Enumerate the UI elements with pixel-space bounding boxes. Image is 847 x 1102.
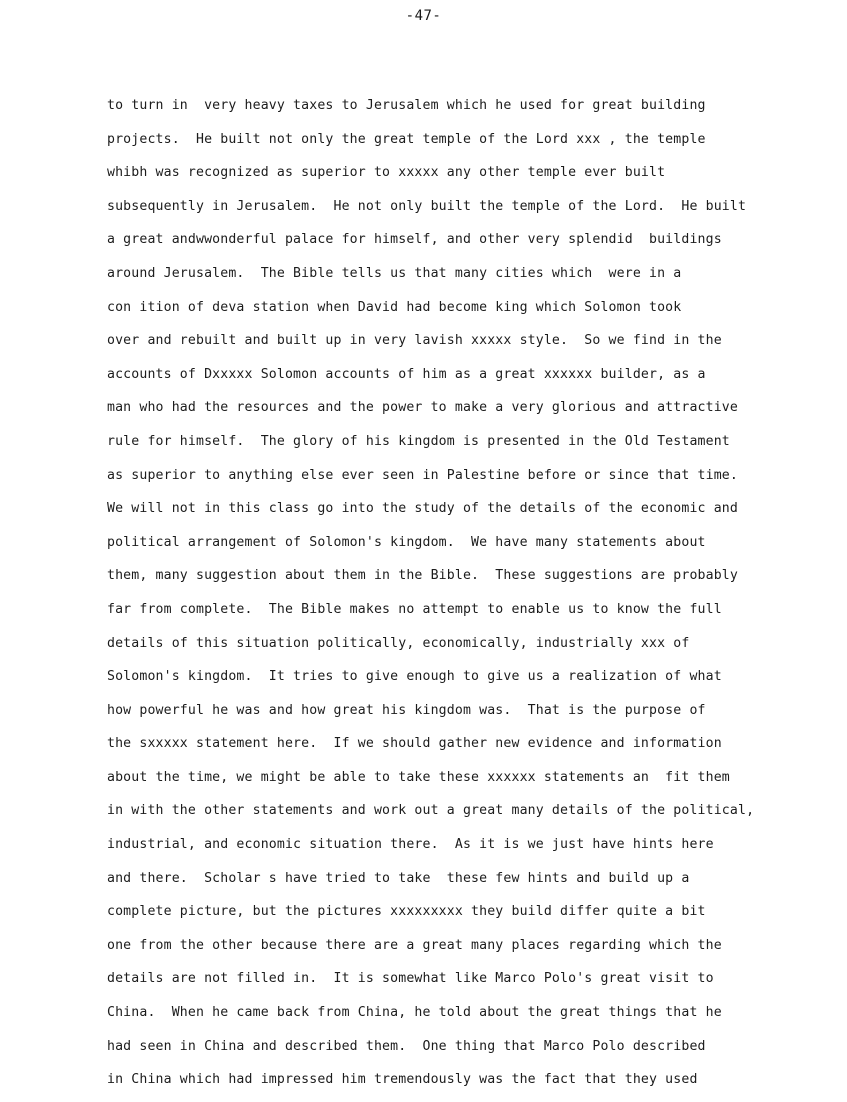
text-line: political arrangement of Solomon's kingdom. We have many statements about — [107, 534, 706, 550]
text-line: whibh was recognized as superior to xxxxx any other temple ever built — [107, 165, 666, 181]
text-line: details are not filled in. It is somewhat like Marco Polo's great visit to — [107, 971, 714, 987]
page-number: -47- — [405, 8, 442, 24]
text-line: complete picture, but the pictures xxxxxxxxx they build differ quite a bit — [107, 904, 706, 920]
text-line: We will not in this class go into the study of the details of the economic and — [107, 501, 738, 517]
text-line: Solomon's kingdom. It tries to give enough to give us a realization of what — [107, 669, 722, 685]
text-line: China. When he came back from China, he told about the great things that he — [107, 1005, 722, 1021]
text-line: in China which had impressed him tremendously was the fact that they used — [107, 1072, 698, 1088]
text-line: in with the other statements and work out a great many details of the political, — [107, 803, 755, 819]
text-line: over and rebuilt and built up in very lavish xxxxx style. So we find in the — [107, 333, 722, 349]
text-line: as superior to anything else ever seen in Palestine before or since that time. — [107, 467, 738, 483]
text-line: the sxxxxx statement here. If we should gather new evidence and information — [107, 736, 722, 752]
text-line: had seen in China and described them. One thing that Marco Polo described — [107, 1038, 706, 1054]
text-line: how powerful he was and how great his kingdom was. That is the purpose of — [107, 702, 706, 718]
text-line: around Jerusalem. The Bible tells us that many cities which were in a — [107, 265, 682, 281]
text-line: man who had the resources and the power to make a very glorious and attractive — [107, 400, 738, 416]
document-body — [107, 94, 807, 1102]
text-line: accounts of Dxxxxx Solomon accounts of him as a great xxxxxx builder, as a — [107, 366, 706, 382]
text-line: a great andwwonderful palace for himself, and other very splendid buildings — [107, 232, 722, 248]
text-line: to turn in very heavy taxes to Jerusalem which he used for great building — [107, 98, 706, 113]
text-line: con ition of deva station when David had become king which Solomon took — [107, 299, 682, 315]
text-line: them, many suggestion about them in the Bible. These suggestions are probably — [107, 568, 738, 584]
text-line: about the time, we might be able to take these xxxxxx statements an fit them — [107, 769, 730, 785]
text-line: rule for himself. The glory of his kingdom is presented in the Old Testament — [107, 433, 730, 449]
text-line: one from the other because there are a great many places regarding which the — [107, 937, 722, 953]
text-line: industrial, and economic situation there. As it is we just have hints here — [107, 837, 714, 853]
text-line: details of this situation politically, economically, industrially xxx of — [107, 635, 690, 651]
text-line: and there. Scholar s have tried to take these few hints and build up a — [107, 870, 690, 886]
text-line: projects. He built not only the great temple of the Lord xxx , the temple — [107, 131, 706, 147]
text-line: subsequently in Jerusalem. He not only built the temple of the Lord. He built — [107, 198, 747, 214]
text-line: far from complete. The Bible makes no attempt to enable us to know the full — [107, 601, 722, 617]
